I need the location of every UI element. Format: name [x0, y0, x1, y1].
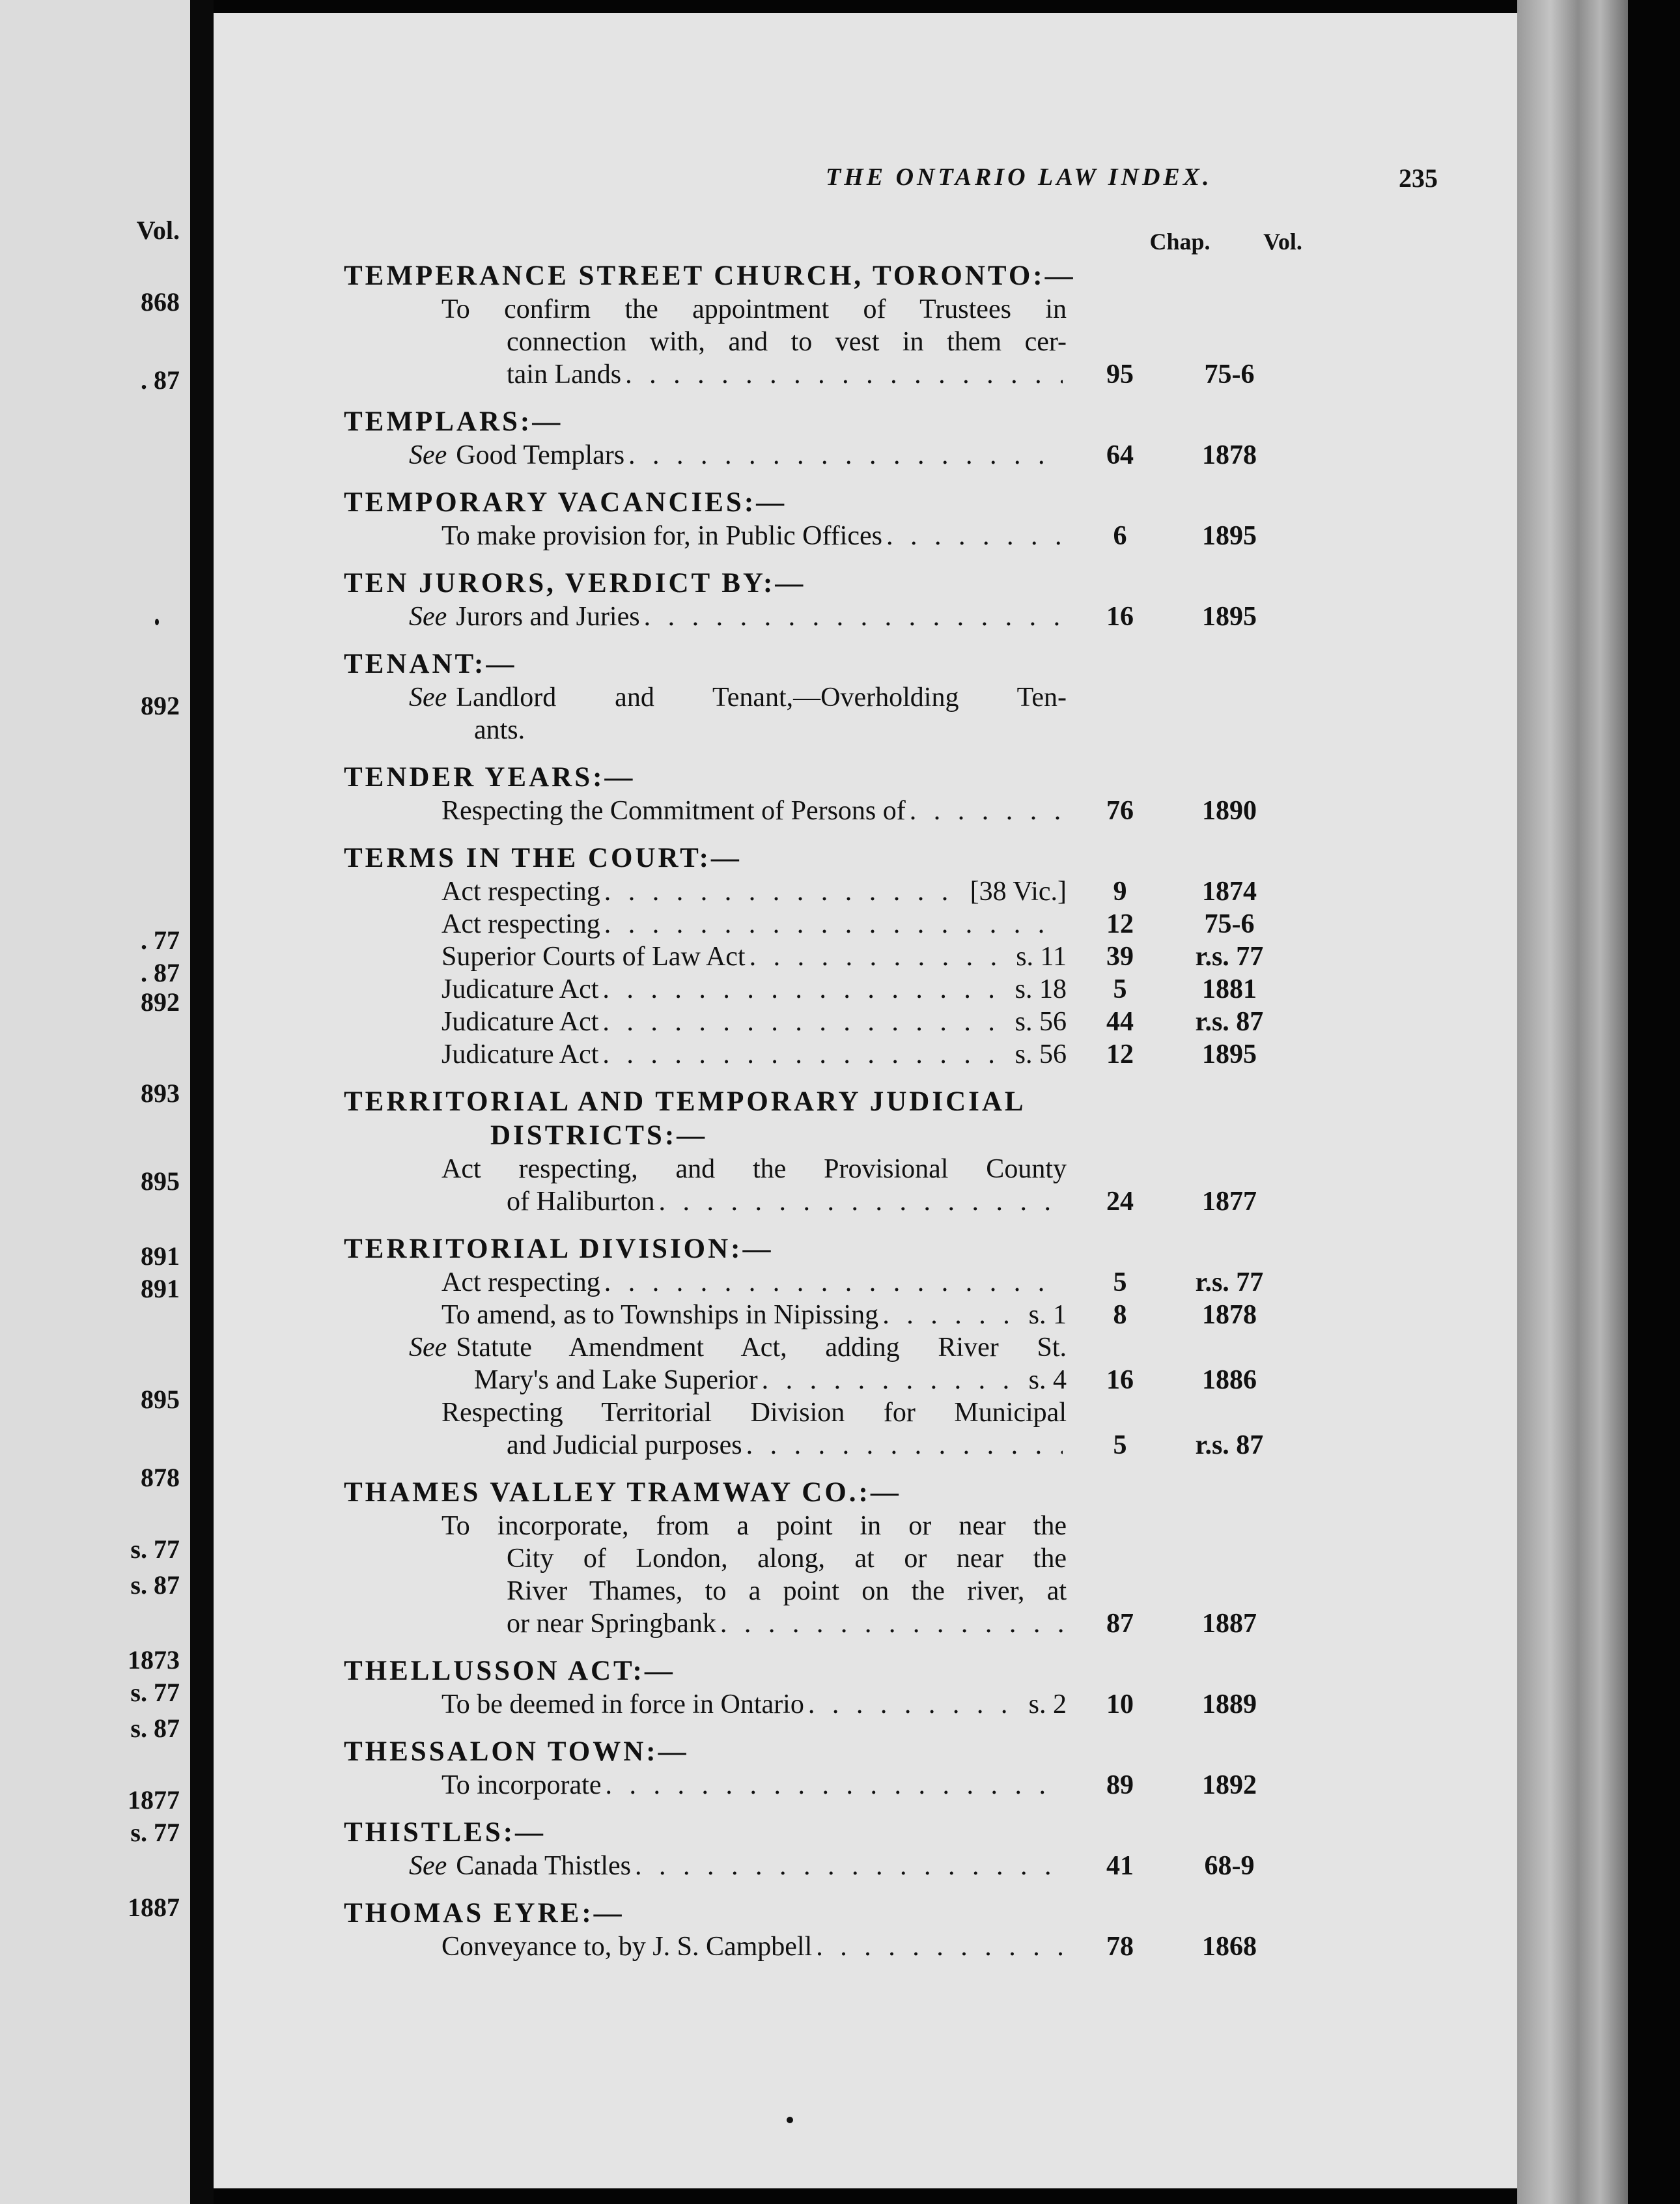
sub-entry	[344, 1510, 1360, 1640]
index-entry	[344, 405, 1360, 472]
see-reference: See	[409, 602, 447, 632]
sub-entry	[344, 1396, 1360, 1462]
facing-page-fragment: 878	[141, 1463, 180, 1492]
sub-entry-title: Judicature Act	[441, 1007, 599, 1037]
sub-entry-text	[344, 1396, 1067, 1462]
sub-entry-lastline	[409, 1364, 1067, 1396]
facing-page-fragment: 1873	[128, 1645, 180, 1674]
sub-entry-title: Judicature Act	[441, 974, 599, 1004]
sub-entry-text	[344, 1299, 1067, 1331]
index-entry	[344, 647, 1360, 746]
dot-leader	[910, 795, 1063, 827]
volume-ref: 1890	[1202, 796, 1257, 826]
volume-ref: r.s. 87	[1195, 1007, 1264, 1037]
chapter-number: 95	[1106, 360, 1134, 389]
index-entry	[344, 1735, 1360, 1801]
book-gutter	[190, 0, 214, 2204]
dot-leader	[886, 520, 1063, 552]
index-entry	[344, 567, 1360, 633]
index-entry	[344, 1085, 1360, 1218]
section-ref: [38 Vic.]	[970, 877, 1067, 907]
sub-entry-line	[409, 1331, 1067, 1364]
volume-ref: 1889	[1202, 1689, 1257, 1719]
sub-entry-text	[344, 1688, 1067, 1721]
dot-leader	[644, 600, 1063, 633]
volume-ref: 1892	[1202, 1770, 1257, 1800]
volume-ref: 75-6	[1204, 360, 1255, 389]
sub-entry-lastline	[441, 908, 1067, 940]
chapter-number: 87	[1106, 1609, 1134, 1639]
entry-heading: THELLUSSON ACT:—	[344, 1656, 675, 1686]
volume-ref: 1868	[1202, 1932, 1257, 1962]
sub-entry-text	[344, 520, 1067, 552]
sub-entry-lastline	[441, 1769, 1067, 1801]
index-entry	[344, 1654, 1360, 1721]
sub-entry-lastline	[441, 973, 1067, 1006]
dot-leader	[635, 1850, 1063, 1882]
dot-leader	[749, 940, 1013, 973]
index-entry	[344, 761, 1360, 827]
facing-page-fragment: 892	[141, 987, 180, 1017]
see-reference: See	[409, 1851, 447, 1881]
section-ref: s. 56	[1015, 1039, 1067, 1069]
entry-heading: THAMES VALLEY TRAMWAY CO.:—	[344, 1477, 901, 1508]
chapter-number: 78	[1106, 1932, 1134, 1962]
sub-entry-line	[409, 681, 1067, 714]
chapter-number: 12	[1106, 909, 1134, 939]
sub-entry-line: Act respecting, and the Provisional County	[441, 1154, 1067, 1184]
dot-leader	[602, 1006, 1011, 1038]
sub-entry-text	[344, 1006, 1067, 1038]
sub-entry	[344, 600, 1360, 633]
volume-ref: r.s. 87	[1195, 1430, 1264, 1460]
index-entry	[344, 1816, 1360, 1882]
sub-entry-lastline	[441, 1688, 1067, 1721]
column-header-chap: Chap.	[1149, 229, 1211, 255]
sub-entry	[344, 1331, 1360, 1396]
facing-page-fragment: 895	[141, 1166, 180, 1196]
facing-page-fragment: s. 87	[130, 1570, 180, 1600]
sub-entry-lastline	[409, 1850, 1067, 1882]
sub-entry-text	[344, 1153, 1067, 1218]
sub-entry	[344, 1769, 1360, 1801]
section-ref: s. 11	[1016, 942, 1067, 972]
sub-entry-lastline	[409, 439, 1067, 472]
dot-leader	[628, 439, 1063, 472]
sub-entry-text	[344, 1038, 1067, 1071]
facing-page-fragment: . 87	[141, 365, 180, 395]
sub-entry	[344, 973, 1360, 1006]
sub-entry-lastline	[441, 1185, 1067, 1218]
sub-entry	[344, 681, 1360, 746]
sub-entry-line: Respecting Territorial Division for Municipal	[441, 1398, 1067, 1428]
volume-ref: 1878	[1202, 440, 1257, 470]
sub-entry-title: Act respecting	[441, 909, 600, 939]
sub-entry-title: To be deemed in force in Ontario	[441, 1689, 804, 1719]
column-header-vol: Vol.	[1263, 229, 1302, 255]
sub-entry-lastline	[441, 358, 1067, 391]
sub-entry-text	[344, 973, 1067, 1006]
sub-entry-text	[344, 1266, 1067, 1299]
volume-ref: 75-6	[1204, 909, 1255, 939]
index-entries	[344, 259, 1360, 1977]
section-ref: s. 1	[1028, 1300, 1067, 1330]
volume-ref: 68-9	[1204, 1851, 1255, 1881]
sub-entry-lastline	[441, 1930, 1067, 1963]
sub-entry-title: of Haliburton	[507, 1187, 655, 1217]
entry-heading: THESSALON TOWN:—	[344, 1736, 689, 1767]
sub-entry-title: To amend, as to Townships in Nipissing	[441, 1300, 879, 1330]
facing-page-fragment: 895	[141, 1385, 180, 1414]
sub-entry-text	[344, 1769, 1067, 1801]
sub-entry-text	[344, 293, 1067, 391]
sub-entry-text	[344, 439, 1067, 472]
sub-entry-title: Act respecting	[441, 877, 600, 907]
volume-ref: 1874	[1202, 877, 1257, 907]
dot-leader	[746, 1429, 1063, 1462]
sub-entry-lastline	[409, 714, 1067, 746]
sub-entry	[344, 908, 1360, 940]
sub-entry	[344, 520, 1360, 552]
dot-leader	[602, 973, 1011, 1006]
sub-entry-title: Judicature Act	[441, 1039, 599, 1069]
sub-entry-text	[344, 1850, 1067, 1882]
sub-entry	[344, 293, 1360, 391]
chapter-number: 6	[1113, 521, 1127, 551]
print-speck	[155, 619, 159, 625]
sub-entry-text	[344, 875, 1067, 908]
page-block-edge	[1517, 0, 1628, 2204]
facing-page-fragment: . 87	[141, 958, 180, 987]
sub-entry-lastline	[441, 795, 1067, 827]
dot-leader	[762, 1364, 1025, 1396]
chapter-number: 9	[1113, 877, 1127, 907]
sub-entry-lastline	[441, 1607, 1067, 1640]
facing-page-fragment: s. 77	[130, 1678, 180, 1707]
sub-entry-line-text: Landlord and Tenant,—Overholding Ten-	[456, 683, 1067, 713]
sub-entry	[344, 1688, 1360, 1721]
sub-entry	[344, 795, 1360, 827]
chapter-number: 89	[1106, 1770, 1134, 1800]
index-entry	[344, 1897, 1360, 1963]
sub-entry-title: To incorporate	[441, 1770, 602, 1800]
chapter-number: 64	[1106, 440, 1134, 470]
sub-entry-title: and Judicial purposes	[507, 1430, 742, 1460]
dot-leader	[625, 358, 1063, 391]
sub-entry	[344, 875, 1360, 908]
chapter-number: 10	[1106, 1689, 1134, 1719]
volume-ref: 1895	[1202, 521, 1257, 551]
section-ref: s. 56	[1015, 1007, 1067, 1037]
sub-entry-line: River Thames, to a point on the river, at	[507, 1576, 1067, 1606]
facing-page-fragment: 893	[141, 1079, 180, 1108]
sub-entry-title: Mary's and Lake Superior	[474, 1365, 758, 1395]
entry-heading: TENDER YEARS:—	[344, 762, 636, 793]
facing-page-fragment: 868	[141, 287, 180, 317]
section-ref: s. 4	[1028, 1365, 1067, 1395]
sub-entry	[344, 1038, 1360, 1071]
sub-entry-text	[344, 940, 1067, 973]
facing-page-fragment: . 77	[141, 925, 180, 955]
index-entry	[344, 259, 1360, 391]
section-ref: s. 2	[1028, 1689, 1067, 1719]
volume-ref: 1895	[1202, 1039, 1257, 1069]
see-reference: See	[409, 1333, 447, 1363]
index-entry	[344, 486, 1360, 552]
sub-entry-text	[344, 908, 1067, 940]
sub-entry-text	[344, 1930, 1067, 1963]
chapter-number: 8	[1113, 1300, 1127, 1330]
dot-leader	[658, 1185, 1063, 1218]
chapter-number: 24	[1106, 1187, 1134, 1217]
entry-heading: THISTLES:—	[344, 1817, 546, 1848]
dot-leader	[816, 1930, 1063, 1963]
facing-page-fragment: 1887	[128, 1893, 180, 1922]
sub-entry-text	[344, 1510, 1067, 1640]
chapter-number: 76	[1106, 796, 1134, 826]
sub-entry-lastline	[441, 1429, 1067, 1462]
sub-entry-text	[344, 681, 1067, 746]
sub-entry-lastline	[441, 1038, 1067, 1071]
sub-entry-title: Act respecting	[441, 1267, 600, 1297]
dot-leader	[602, 1038, 1011, 1071]
print-speck	[787, 2117, 793, 2123]
sub-entry-text	[344, 795, 1067, 827]
volume-ref: 1886	[1202, 1365, 1257, 1395]
entry-heading: TERRITORIAL DIVISION:—	[344, 1234, 774, 1264]
facing-page-fragment: s. 87	[130, 1714, 180, 1743]
sub-entry-line: connection with, and to vest in them cer-	[507, 327, 1067, 357]
dot-leader	[882, 1299, 1024, 1331]
volume-ref: 1887	[1202, 1609, 1257, 1639]
facing-page-fragment: 891	[141, 1274, 180, 1303]
facing-page-fragment: s. 77	[130, 1818, 180, 1847]
volume-ref: 1878	[1202, 1300, 1257, 1330]
sub-entry	[344, 1266, 1360, 1299]
sub-entry-title: Respecting the Commitment of Persons of	[441, 796, 906, 826]
entry-heading: TEN JURORS, VERDICT BY:—	[344, 568, 806, 599]
chapter-number: 44	[1106, 1007, 1134, 1037]
dot-leader	[605, 1769, 1063, 1801]
facing-page-fragment: Vol.	[136, 216, 180, 245]
chapter-number: 39	[1106, 942, 1134, 972]
sub-entry-lastline	[441, 875, 1067, 908]
facing-page-fragment: 892	[141, 691, 180, 720]
sub-entry-lastline	[441, 520, 1067, 552]
sub-entry-line: City of London, along, at or near the	[507, 1544, 1067, 1574]
sub-entry-title: Conveyance to, by J. S. Campbell	[441, 1932, 813, 1962]
sub-entry	[344, 1930, 1360, 1963]
sub-entry-title: Jurors and Juries	[456, 602, 640, 632]
sub-entry-lastline	[441, 1299, 1067, 1331]
entry-heading-continued: DISTRICTS:—	[490, 1120, 708, 1151]
see-reference: See	[409, 683, 447, 713]
sub-entry-line: To confirm the appointment of Trustees in	[441, 294, 1067, 324]
entry-heading: TEMPORARY VACANCIES:—	[344, 487, 787, 518]
volume-ref: r.s. 77	[1195, 1267, 1264, 1297]
running-title: THE ONTARIO LAW INDEX.	[826, 163, 1212, 191]
sub-entry-title: or near Springbank	[507, 1609, 716, 1639]
dot-leader	[720, 1607, 1063, 1640]
sub-entry	[344, 1153, 1360, 1218]
sub-entry-lastline	[441, 940, 1067, 973]
chapter-number: 41	[1106, 1851, 1134, 1881]
volume-ref: 1895	[1202, 602, 1257, 632]
sub-entry	[344, 940, 1360, 973]
sub-entry-line-text: Statute Amendment Act, adding River St.	[456, 1333, 1067, 1363]
index-entry	[344, 1232, 1360, 1462]
sub-entry	[344, 1299, 1360, 1331]
chapter-number: 5	[1113, 1267, 1127, 1297]
sub-entry-lastline	[441, 1266, 1067, 1299]
chapter-number: 5	[1113, 1430, 1127, 1460]
volume-ref: 1877	[1202, 1187, 1257, 1217]
sub-entry	[344, 439, 1360, 472]
sub-entry-title: Canada Thistles	[456, 1851, 631, 1881]
index-entry	[344, 841, 1360, 1071]
entry-heading: TERRITORIAL AND TEMPORARY JUDICIAL	[344, 1086, 1026, 1117]
sub-entry-title: Superior Courts of Law Act	[441, 942, 746, 972]
sub-entry	[344, 1006, 1360, 1038]
entry-heading: TEMPLARS:—	[344, 406, 563, 437]
index-entry	[344, 1476, 1360, 1640]
sub-entry-lastline	[441, 1006, 1067, 1038]
facing-page	[0, 0, 190, 2204]
chapter-number: 16	[1106, 1365, 1134, 1395]
sub-entry	[344, 1850, 1360, 1882]
entry-heading: TERMS IN THE COURT:—	[344, 843, 742, 873]
dot-leader	[604, 875, 966, 908]
sub-entry-title: To make provision for, in Public Offices	[441, 521, 882, 551]
page-number: 235	[1399, 163, 1438, 193]
facing-page-fragment: 1877	[128, 1785, 180, 1815]
see-reference: See	[409, 440, 447, 470]
facing-page-fragment: s. 77	[130, 1534, 180, 1564]
sub-entry-line: To incorporate, from a point in or near the	[441, 1511, 1067, 1541]
entry-heading: TENANT:—	[344, 649, 517, 679]
volume-ref: 1881	[1202, 974, 1257, 1004]
index-page	[214, 13, 1517, 2188]
chapter-number: 12	[1106, 1039, 1134, 1069]
dot-leader	[808, 1688, 1025, 1721]
dot-leader	[604, 908, 1063, 940]
sub-entry-title: ants.	[474, 715, 525, 745]
entry-heading: TEMPERANCE STREET CHURCH, TORONTO:—	[344, 261, 1076, 291]
sub-entry-text	[344, 1331, 1067, 1396]
sub-entry-lastline	[409, 600, 1067, 633]
chapter-number: 16	[1106, 602, 1134, 632]
chapter-number: 5	[1113, 974, 1127, 1004]
running-head	[422, 163, 1438, 202]
entry-heading: THOMAS EYRE:—	[344, 1898, 624, 1928]
sub-entry-title: tain Lands	[507, 360, 622, 389]
volume-ref: r.s. 77	[1195, 942, 1264, 972]
facing-page-fragment: 891	[141, 1241, 180, 1271]
dot-leader	[604, 1266, 1063, 1299]
sub-entry-text	[344, 600, 1067, 633]
sub-entry-title: Good Templars	[456, 440, 625, 470]
section-ref: s. 18	[1015, 974, 1067, 1004]
